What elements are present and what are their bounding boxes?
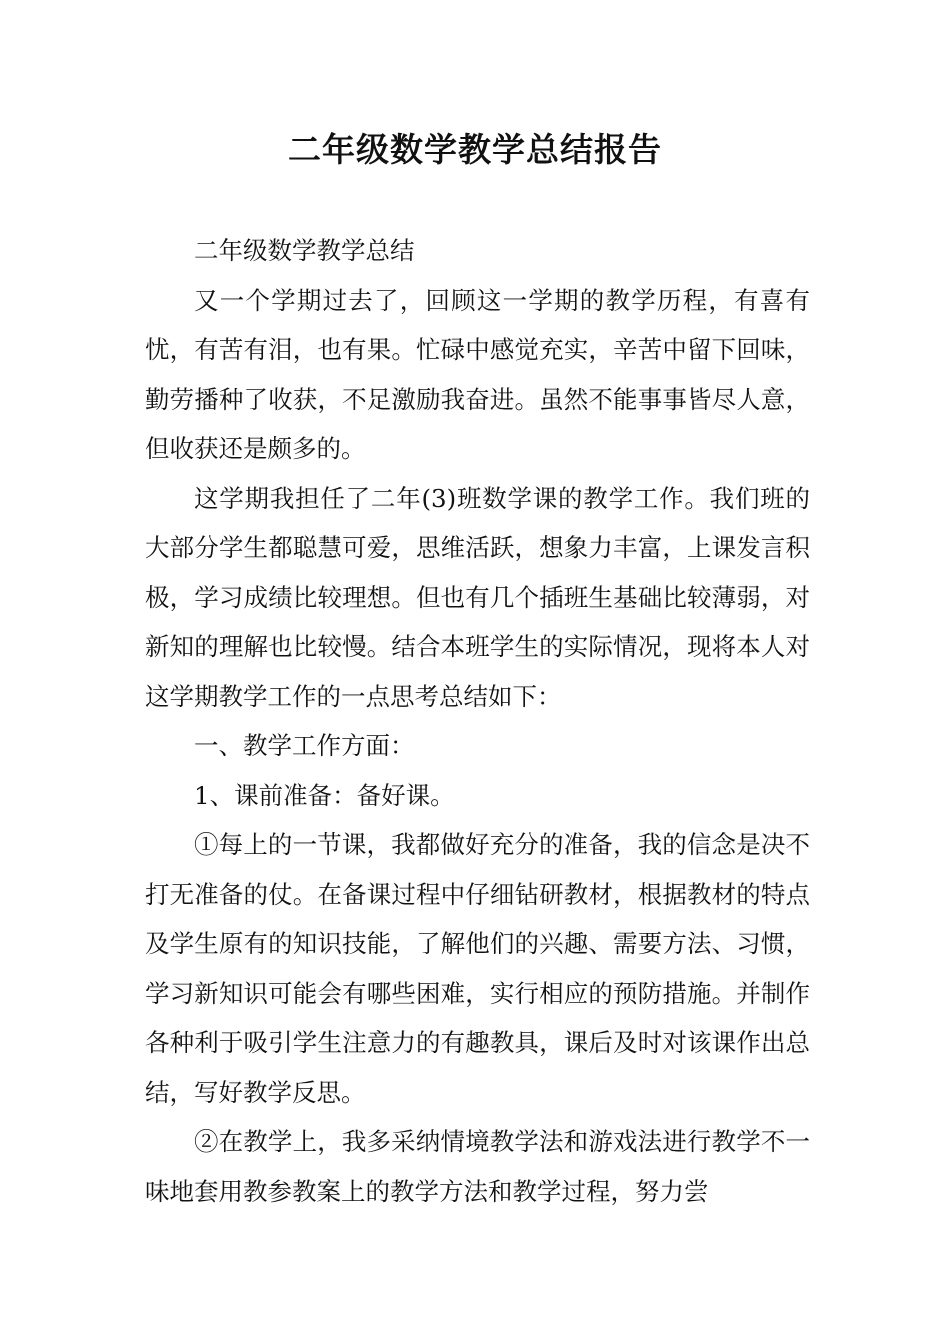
paragraph-subtitle: 二年级数学教学总结 bbox=[194, 236, 415, 265]
paragraph-point-2: ②在教学上，我多采纳情境教学法和游戏法进行教学不一味地套用教参教案上的教学方法和教学过程，努力尝 bbox=[145, 1127, 810, 1206]
paragraph-class-overview: 这学期我担任了二年(3)班数学课的教学工作。我们班的大部分学生都聪慧可爱，思维活跃，想象力丰富，上课发言积极，学习成绩比较理想。但也有几个插班生基础比较薄弱，对新知的理解也比较慢。结合本班学生的实际情况，现将本人对这学期教学工作的一点思考总结如下： bbox=[145, 483, 810, 711]
subsection-heading-lesson-prep: 1、课前准备：备好课。 bbox=[194, 780, 455, 810]
paragraph-intro: 又一个学期过去了，回顾这一学期的教学历程，有喜有忧，有苦有泪，也有果。忙碌中感觉充实，辛苦中留下回味，勤劳播种了收获，不足激励我奋进。虽然不能事事皆尽人意，但收获还是颇多的。 bbox=[145, 285, 810, 463]
document-title: 二年级数学教学总结报告 bbox=[288, 130, 662, 169]
paragraph-point-1: ①每上的一节课，我都做好充分的准备，我的信念是决不打无准备的仗。在备课过程中仔细钻研教材，根据教材的特点及学生原有的知识技能，了解他们的兴趣、需要方法、习惯，学习新知识可能会有哪些困难，实行相应的预防措施。并制作各种利于吸引学生注意力的有趣教具，课后及时对该课作出总结，写好教学反思。 bbox=[145, 830, 810, 1107]
document-body bbox=[145, 226, 810, 1216]
section-heading-teaching-work: 一、教学工作方面： bbox=[194, 731, 415, 760]
